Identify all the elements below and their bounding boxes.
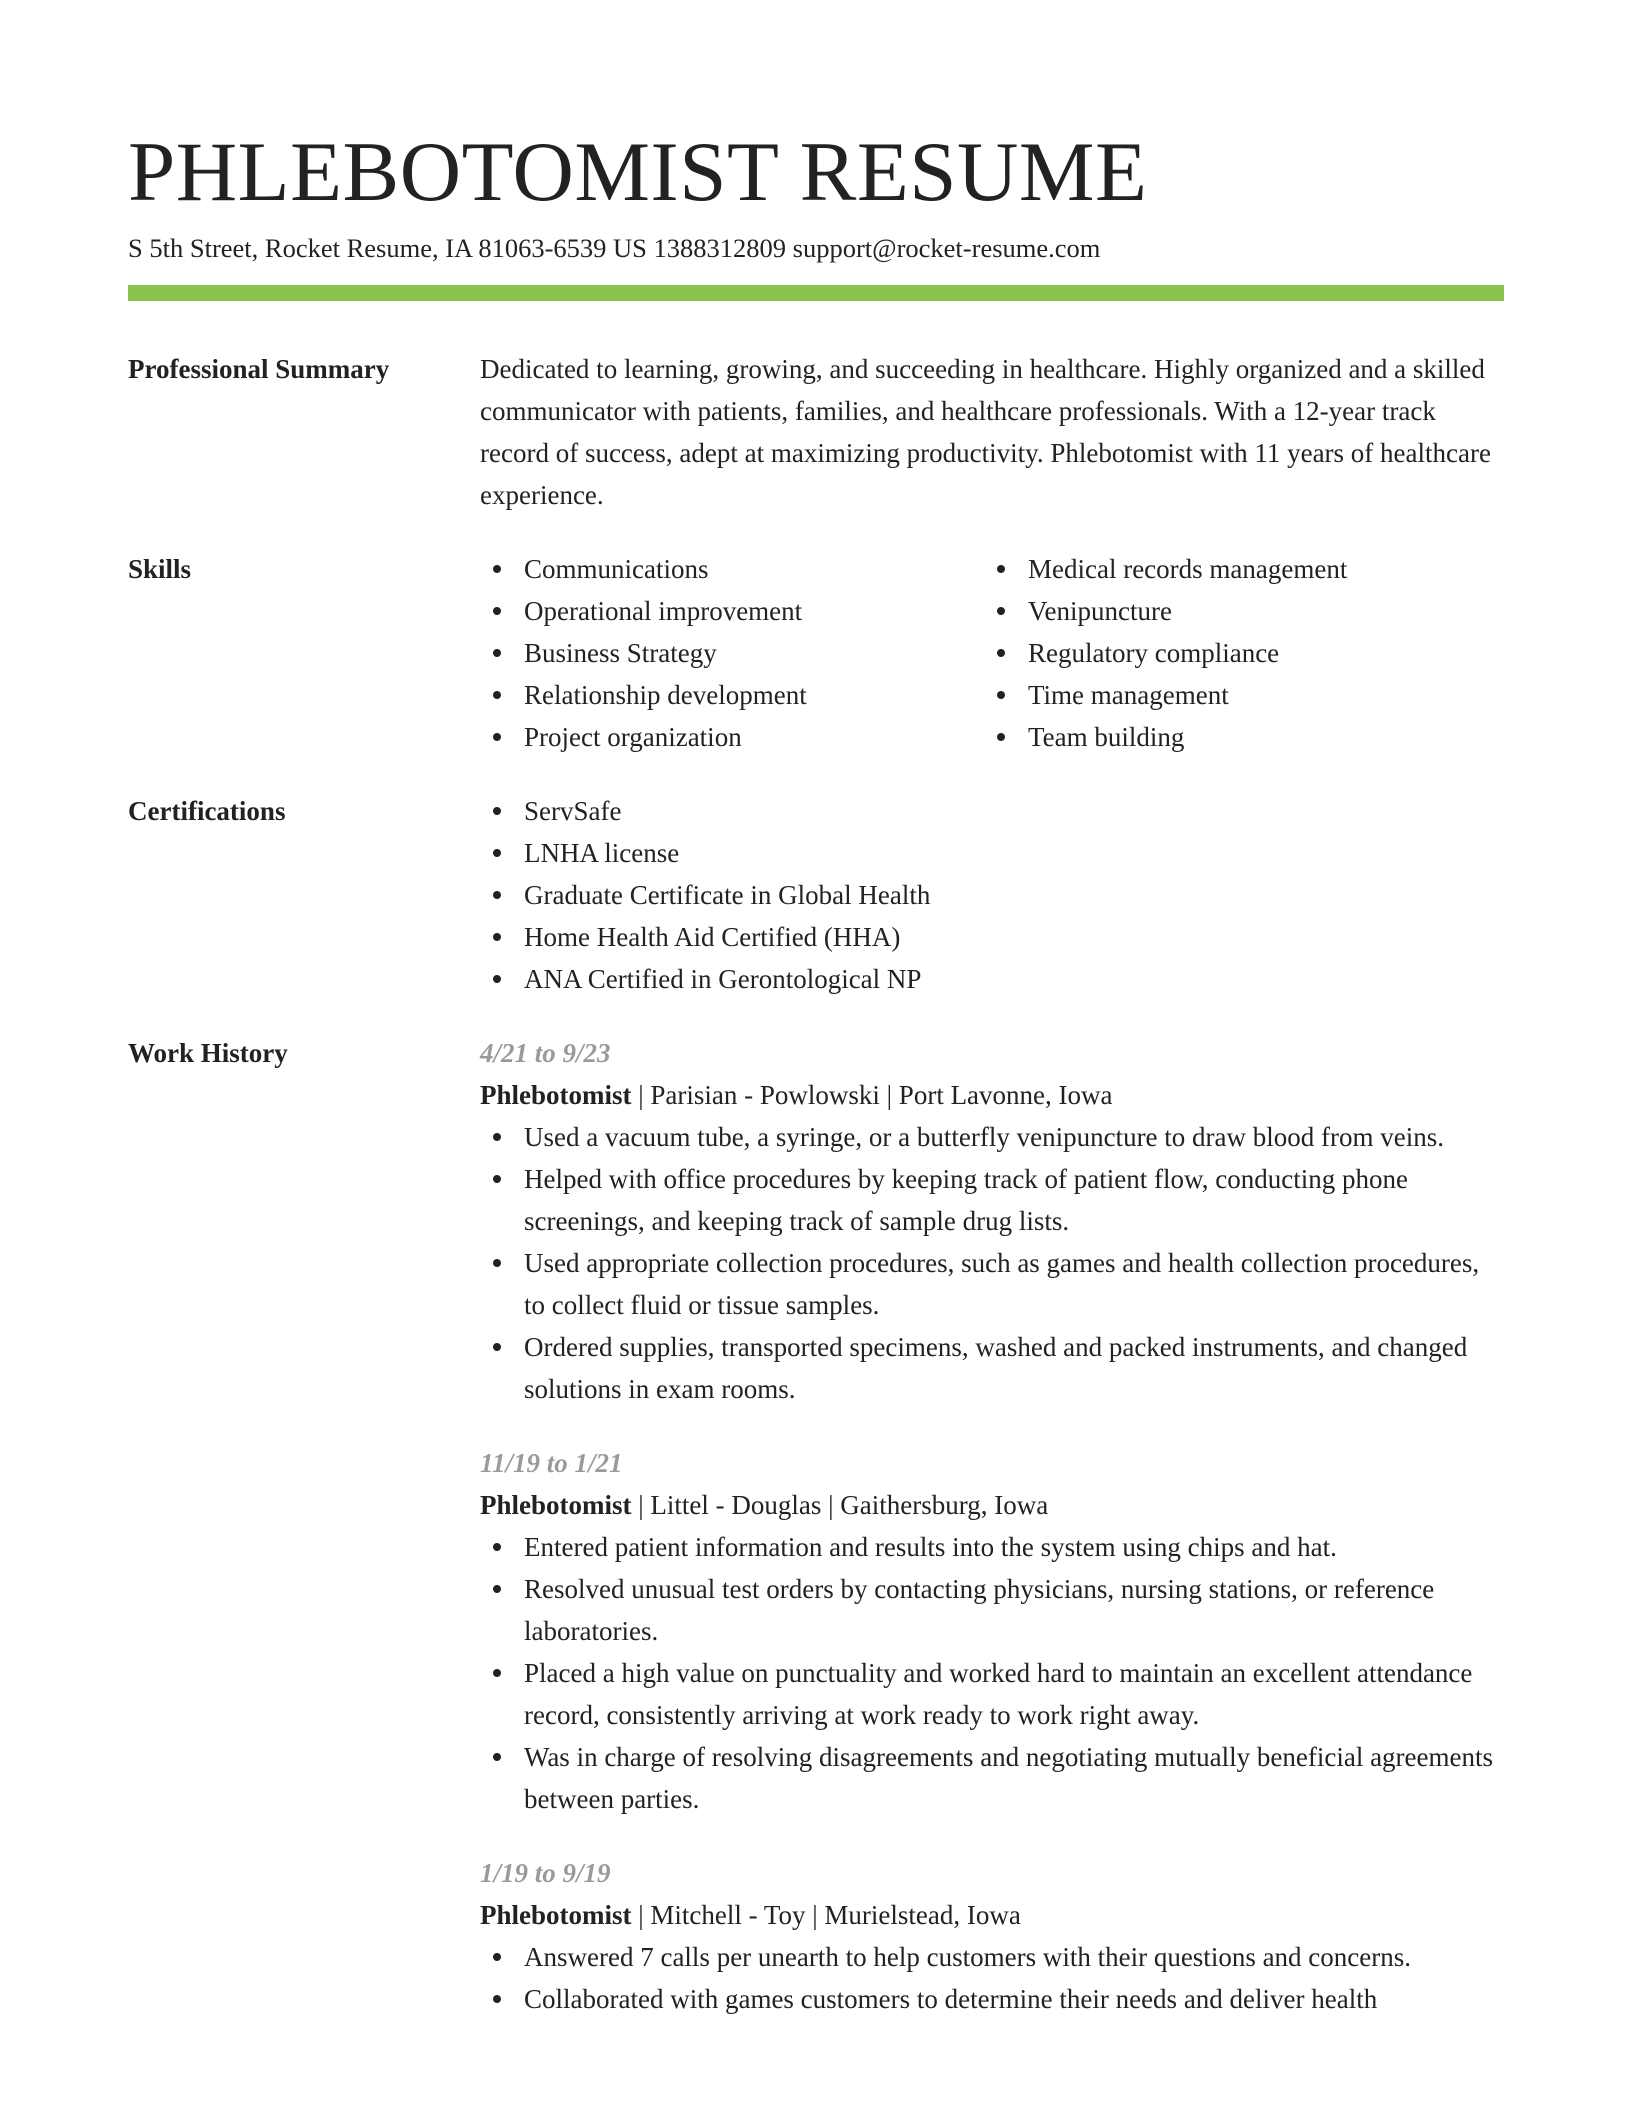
- job-entry: [480, 1852, 1504, 2020]
- job-duty: Used a vacuum tube, a syringe, or a butterfly venipuncture to draw blood from veins.: [480, 1116, 1504, 1158]
- skill-item: Operational improvement: [480, 590, 980, 632]
- certifications-list: [480, 790, 1504, 1000]
- job-duty: Ordered supplies, transported specimens, washed and packed instruments, and changed solutions in exam rooms.: [480, 1326, 1504, 1410]
- job-employer-location: | Parisian - Powlowski | Port Lavonne, Iowa: [631, 1080, 1113, 1110]
- skill-item: Medical records management: [984, 548, 1504, 590]
- certification-item: Home Health Aid Certified (HHA): [480, 916, 1504, 958]
- job-employer-location: | Littel - Douglas | Gaithersburg, Iowa: [631, 1490, 1049, 1520]
- job-role: Phlebotomist: [480, 1490, 632, 1520]
- certification-item: Graduate Certificate in Global Health: [480, 874, 1504, 916]
- certification-item: ANA Certified in Gerontological NP: [480, 958, 1504, 1000]
- job-title-line: [480, 1484, 1504, 1526]
- job-duty: Answered 7 calls per unearth to help customers with their questions and concerns.: [480, 1936, 1504, 1978]
- job-duty: Entered patient information and results into the system using chips and hat.: [480, 1526, 1504, 1568]
- job-title-line: [480, 1074, 1504, 1116]
- certification-item: ServSafe: [480, 790, 1504, 832]
- skill-item: Time management: [984, 674, 1504, 716]
- summary-text: Dedicated to learning, growing, and succeeding in healthcare. Highly organized and a skilled communicator with patients, families, and healthcare professionals. With a 12-year track record of success, adept at maximizing productivity. Phlebotomist with 11 years of healthcare experience.: [480, 354, 1491, 510]
- contact-line: S 5th Street, Rocket Resume, IA 81063-6539 US 1388312809 support@rocket-resume.com: [128, 233, 1101, 263]
- job-duty: Placed a high value on punctuality and worked hard to maintain an excellent attendance record, consistently arriving at work ready to work right away.: [480, 1652, 1504, 1736]
- skill-item: Business Strategy: [480, 632, 980, 674]
- job-duties-list: [480, 1936, 1504, 2020]
- certifications-heading: Certifications: [128, 796, 286, 826]
- job-role: Phlebotomist: [480, 1080, 632, 1110]
- skill-item: Communications: [480, 548, 980, 590]
- page-title: PHLEBOTOMIST RESUME: [128, 125, 1148, 219]
- skill-item: Regulatory compliance: [984, 632, 1504, 674]
- job-role: Phlebotomist: [480, 1900, 632, 1930]
- skill-item: Venipuncture: [984, 590, 1504, 632]
- job-dates: 1/19 to 9/19: [480, 1858, 611, 1888]
- skill-item: Project organization: [480, 716, 980, 758]
- skills-list-left: [480, 548, 980, 758]
- job-duty: Helped with office procedures by keeping track of patient flow, conducting phone screenings, and keeping track of sample drug lists.: [480, 1158, 1504, 1242]
- job-entry: [480, 1442, 1504, 1820]
- job-duty: Used appropriate collection procedures, such as games and health collection procedures, to collect fluid or tissue samples.: [480, 1242, 1504, 1326]
- job-duty: Resolved unusual test orders by contacting physicians, nursing stations, or reference laboratories.: [480, 1568, 1504, 1652]
- job-duties-list: [480, 1116, 1504, 1410]
- certification-item: LNHA license: [480, 832, 1504, 874]
- job-duty: Was in charge of resolving disagreements and negotiating mutually beneficial agreements between parties.: [480, 1736, 1504, 1820]
- job-duties-list: [480, 1526, 1504, 1820]
- work-history-heading: Work History: [128, 1038, 288, 1068]
- skill-item: Team building: [984, 716, 1504, 758]
- job-duty: Collaborated with games customers to determine their needs and deliver health: [480, 1978, 1504, 2020]
- job-title-line: [480, 1894, 1504, 1936]
- job-dates: 4/21 to 9/23: [480, 1038, 611, 1068]
- summary-heading: Professional Summary: [128, 354, 390, 384]
- accent-divider: [128, 285, 1504, 301]
- job-dates: 11/19 to 1/21: [480, 1448, 623, 1478]
- job-employer-location: | Mitchell - Toy | Murielstead, Iowa: [631, 1900, 1021, 1930]
- skill-item: Relationship development: [480, 674, 980, 716]
- skills-heading: Skills: [128, 554, 192, 584]
- skills-list-right: [984, 548, 1504, 758]
- job-entry: [480, 1032, 1504, 1410]
